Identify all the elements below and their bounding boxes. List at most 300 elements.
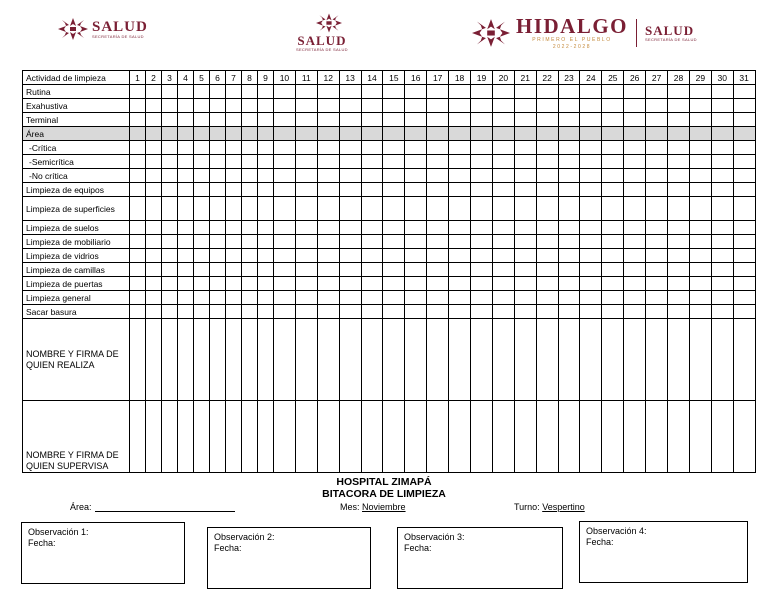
day-cell[interactable] xyxy=(194,197,210,221)
day-cell[interactable] xyxy=(536,127,558,141)
day-cell[interactable] xyxy=(242,113,258,127)
day-cell[interactable] xyxy=(624,291,646,305)
day-cell[interactable] xyxy=(427,305,449,319)
day-cell[interactable] xyxy=(274,169,296,183)
day-cell[interactable] xyxy=(646,235,668,249)
area-field[interactable] xyxy=(70,502,235,512)
day-cell[interactable] xyxy=(646,141,668,155)
day-cell[interactable] xyxy=(130,141,146,155)
day-cell[interactable] xyxy=(258,113,274,127)
day-cell[interactable] xyxy=(492,183,514,197)
day-cell[interactable] xyxy=(383,263,405,277)
day-cell[interactable] xyxy=(405,235,427,249)
day-cell[interactable] xyxy=(427,249,449,263)
day-cell[interactable] xyxy=(130,155,146,169)
day-cell[interactable] xyxy=(242,263,258,277)
day-cell[interactable] xyxy=(178,197,194,221)
day-cell[interactable] xyxy=(295,169,317,183)
day-cell[interactable] xyxy=(405,141,427,155)
day-cell[interactable] xyxy=(427,291,449,305)
day-cell[interactable] xyxy=(162,221,178,235)
day-cell[interactable] xyxy=(733,305,755,319)
observation-box-2[interactable] xyxy=(207,527,371,589)
day-cell[interactable] xyxy=(427,235,449,249)
day-cell[interactable] xyxy=(711,401,733,473)
day-cell[interactable] xyxy=(339,291,361,305)
day-cell[interactable] xyxy=(733,197,755,221)
day-cell[interactable] xyxy=(449,141,471,155)
day-cell[interactable] xyxy=(711,141,733,155)
day-cell[interactable] xyxy=(558,183,580,197)
day-cell[interactable] xyxy=(226,141,242,155)
day-cell[interactable] xyxy=(130,127,146,141)
day-cell[interactable] xyxy=(558,141,580,155)
day-cell[interactable] xyxy=(194,305,210,319)
day-cell[interactable] xyxy=(130,305,146,319)
day-cell[interactable] xyxy=(405,221,427,235)
day-cell[interactable] xyxy=(514,155,536,169)
day-cell[interactable] xyxy=(295,141,317,155)
day-cell[interactable] xyxy=(449,169,471,183)
day-cell[interactable] xyxy=(295,277,317,291)
day-cell[interactable] xyxy=(711,169,733,183)
observation-box-3[interactable] xyxy=(397,527,563,589)
day-cell[interactable] xyxy=(339,155,361,169)
day-cell[interactable] xyxy=(162,99,178,113)
day-cell[interactable] xyxy=(580,141,602,155)
day-cell[interactable] xyxy=(258,141,274,155)
day-cell[interactable] xyxy=(258,99,274,113)
day-cell[interactable] xyxy=(471,197,493,221)
day-cell[interactable] xyxy=(317,305,339,319)
day-cell[interactable] xyxy=(339,235,361,249)
day-cell[interactable] xyxy=(646,249,668,263)
day-cell[interactable] xyxy=(602,113,624,127)
day-cell[interactable] xyxy=(162,197,178,221)
day-cell[interactable] xyxy=(558,169,580,183)
day-cell[interactable] xyxy=(317,99,339,113)
day-cell[interactable] xyxy=(226,277,242,291)
day-cell[interactable] xyxy=(733,127,755,141)
day-cell[interactable] xyxy=(295,305,317,319)
day-cell[interactable] xyxy=(194,155,210,169)
day-cell[interactable] xyxy=(130,291,146,305)
day-cell[interactable] xyxy=(178,99,194,113)
day-cell[interactable] xyxy=(733,277,755,291)
day-cell[interactable] xyxy=(194,99,210,113)
day-cell[interactable] xyxy=(405,183,427,197)
day-cell[interactable] xyxy=(449,113,471,127)
day-cell[interactable] xyxy=(339,127,361,141)
day-cell[interactable] xyxy=(668,221,690,235)
day-cell[interactable] xyxy=(492,197,514,221)
day-cell[interactable] xyxy=(274,263,296,277)
day-cell[interactable] xyxy=(646,401,668,473)
day-cell[interactable] xyxy=(580,235,602,249)
day-cell[interactable] xyxy=(689,249,711,263)
day-cell[interactable] xyxy=(733,141,755,155)
day-cell[interactable] xyxy=(711,183,733,197)
day-cell[interactable] xyxy=(514,169,536,183)
day-cell[interactable] xyxy=(162,235,178,249)
day-cell[interactable] xyxy=(258,85,274,99)
day-cell[interactable] xyxy=(162,113,178,127)
day-cell[interactable] xyxy=(668,305,690,319)
day-cell[interactable] xyxy=(558,291,580,305)
day-cell[interactable] xyxy=(226,99,242,113)
day-cell[interactable] xyxy=(492,319,514,401)
day-cell[interactable] xyxy=(711,235,733,249)
day-cell[interactable] xyxy=(668,291,690,305)
day-cell[interactable] xyxy=(624,235,646,249)
day-cell[interactable] xyxy=(130,99,146,113)
day-cell[interactable] xyxy=(514,221,536,235)
day-cell[interactable] xyxy=(689,127,711,141)
day-cell[interactable] xyxy=(624,305,646,319)
day-cell[interactable] xyxy=(226,235,242,249)
day-cell[interactable] xyxy=(361,263,383,277)
day-cell[interactable] xyxy=(194,249,210,263)
day-cell[interactable] xyxy=(624,169,646,183)
day-cell[interactable] xyxy=(514,127,536,141)
day-cell[interactable] xyxy=(492,221,514,235)
day-cell[interactable] xyxy=(733,113,755,127)
day-cell[interactable] xyxy=(602,141,624,155)
day-cell[interactable] xyxy=(339,113,361,127)
day-cell[interactable] xyxy=(646,197,668,221)
day-cell[interactable] xyxy=(668,155,690,169)
day-cell[interactable] xyxy=(580,169,602,183)
day-cell[interactable] xyxy=(317,197,339,221)
day-cell[interactable] xyxy=(317,85,339,99)
day-cell[interactable] xyxy=(427,277,449,291)
day-cell[interactable] xyxy=(711,221,733,235)
day-cell[interactable] xyxy=(178,249,194,263)
day-cell[interactable] xyxy=(146,169,162,183)
day-cell[interactable] xyxy=(295,235,317,249)
day-cell[interactable] xyxy=(274,249,296,263)
day-cell[interactable] xyxy=(405,197,427,221)
day-cell[interactable] xyxy=(646,291,668,305)
day-cell[interactable] xyxy=(471,291,493,305)
day-cell[interactable] xyxy=(602,99,624,113)
day-cell[interactable] xyxy=(361,221,383,235)
day-cell[interactable] xyxy=(514,291,536,305)
day-cell[interactable] xyxy=(361,85,383,99)
day-cell[interactable] xyxy=(711,319,733,401)
day-cell[interactable] xyxy=(733,85,755,99)
day-cell[interactable] xyxy=(194,277,210,291)
day-cell[interactable] xyxy=(471,141,493,155)
day-cell[interactable] xyxy=(646,113,668,127)
day-cell[interactable] xyxy=(580,99,602,113)
day-cell[interactable] xyxy=(668,319,690,401)
day-cell[interactable] xyxy=(383,141,405,155)
day-cell[interactable] xyxy=(624,113,646,127)
day-cell[interactable] xyxy=(146,183,162,197)
day-cell[interactable] xyxy=(130,319,146,401)
day-cell[interactable] xyxy=(449,221,471,235)
day-cell[interactable] xyxy=(558,263,580,277)
day-cell[interactable] xyxy=(711,99,733,113)
day-cell[interactable] xyxy=(624,141,646,155)
day-cell[interactable] xyxy=(130,277,146,291)
day-cell[interactable] xyxy=(471,235,493,249)
day-cell[interactable] xyxy=(178,127,194,141)
day-cell[interactable] xyxy=(361,141,383,155)
day-cell[interactable] xyxy=(194,221,210,235)
day-cell[interactable] xyxy=(339,249,361,263)
day-cell[interactable] xyxy=(383,99,405,113)
day-cell[interactable] xyxy=(405,127,427,141)
day-cell[interactable] xyxy=(162,183,178,197)
day-cell[interactable] xyxy=(146,235,162,249)
day-cell[interactable] xyxy=(689,319,711,401)
day-cell[interactable] xyxy=(383,183,405,197)
day-cell[interactable] xyxy=(242,183,258,197)
day-cell[interactable] xyxy=(536,99,558,113)
day-cell[interactable] xyxy=(711,291,733,305)
day-cell[interactable] xyxy=(668,85,690,99)
day-cell[interactable] xyxy=(580,127,602,141)
day-cell[interactable] xyxy=(130,249,146,263)
day-cell[interactable] xyxy=(317,319,339,401)
day-cell[interactable] xyxy=(492,169,514,183)
day-cell[interactable] xyxy=(449,99,471,113)
day-cell[interactable] xyxy=(492,235,514,249)
day-cell[interactable] xyxy=(646,277,668,291)
day-cell[interactable] xyxy=(146,221,162,235)
day-cell[interactable] xyxy=(130,235,146,249)
day-cell[interactable] xyxy=(449,127,471,141)
day-cell[interactable] xyxy=(274,183,296,197)
day-cell[interactable] xyxy=(580,291,602,305)
day-cell[interactable] xyxy=(558,221,580,235)
day-cell[interactable] xyxy=(242,197,258,221)
day-cell[interactable] xyxy=(492,305,514,319)
day-cell[interactable] xyxy=(274,85,296,99)
day-cell[interactable] xyxy=(274,99,296,113)
day-cell[interactable] xyxy=(295,99,317,113)
day-cell[interactable] xyxy=(668,249,690,263)
day-cell[interactable] xyxy=(162,85,178,99)
day-cell[interactable] xyxy=(226,155,242,169)
day-cell[interactable] xyxy=(274,401,296,473)
day-cell[interactable] xyxy=(210,277,226,291)
day-cell[interactable] xyxy=(624,319,646,401)
day-cell[interactable] xyxy=(242,319,258,401)
day-cell[interactable] xyxy=(210,127,226,141)
day-cell[interactable] xyxy=(514,319,536,401)
day-cell[interactable] xyxy=(449,401,471,473)
day-cell[interactable] xyxy=(146,305,162,319)
day-cell[interactable] xyxy=(514,85,536,99)
day-cell[interactable] xyxy=(258,169,274,183)
day-cell[interactable] xyxy=(226,319,242,401)
day-cell[interactable] xyxy=(602,155,624,169)
day-cell[interactable] xyxy=(668,169,690,183)
day-cell[interactable] xyxy=(361,319,383,401)
day-cell[interactable] xyxy=(427,127,449,141)
day-cell[interactable] xyxy=(514,305,536,319)
day-cell[interactable] xyxy=(471,169,493,183)
day-cell[interactable] xyxy=(646,85,668,99)
day-cell[interactable] xyxy=(194,291,210,305)
day-cell[interactable] xyxy=(258,127,274,141)
day-cell[interactable] xyxy=(361,99,383,113)
day-cell[interactable] xyxy=(210,319,226,401)
day-cell[interactable] xyxy=(242,401,258,473)
day-cell[interactable] xyxy=(689,183,711,197)
day-cell[interactable] xyxy=(194,127,210,141)
day-cell[interactable] xyxy=(449,263,471,277)
day-cell[interactable] xyxy=(274,127,296,141)
day-cell[interactable] xyxy=(471,249,493,263)
day-cell[interactable] xyxy=(558,113,580,127)
day-cell[interactable] xyxy=(383,113,405,127)
day-cell[interactable] xyxy=(242,99,258,113)
day-cell[interactable] xyxy=(689,291,711,305)
day-cell[interactable] xyxy=(226,127,242,141)
day-cell[interactable] xyxy=(361,249,383,263)
day-cell[interactable] xyxy=(274,319,296,401)
day-cell[interactable] xyxy=(226,263,242,277)
day-cell[interactable] xyxy=(405,169,427,183)
day-cell[interactable] xyxy=(317,235,339,249)
day-cell[interactable] xyxy=(405,99,427,113)
day-cell[interactable] xyxy=(178,221,194,235)
day-cell[interactable] xyxy=(178,169,194,183)
day-cell[interactable] xyxy=(646,305,668,319)
day-cell[interactable] xyxy=(162,249,178,263)
day-cell[interactable] xyxy=(624,155,646,169)
day-cell[interactable] xyxy=(146,85,162,99)
day-cell[interactable] xyxy=(339,183,361,197)
day-cell[interactable] xyxy=(146,113,162,127)
day-cell[interactable] xyxy=(226,113,242,127)
day-cell[interactable] xyxy=(668,141,690,155)
day-cell[interactable] xyxy=(361,127,383,141)
day-cell[interactable] xyxy=(602,169,624,183)
day-cell[interactable] xyxy=(339,305,361,319)
day-cell[interactable] xyxy=(602,277,624,291)
observation-box-1[interactable] xyxy=(21,522,185,584)
day-cell[interactable] xyxy=(210,249,226,263)
day-cell[interactable] xyxy=(536,401,558,473)
day-cell[interactable] xyxy=(242,155,258,169)
day-cell[interactable] xyxy=(226,169,242,183)
day-cell[interactable] xyxy=(226,249,242,263)
day-cell[interactable] xyxy=(471,401,493,473)
day-cell[interactable] xyxy=(449,305,471,319)
day-cell[interactable] xyxy=(242,305,258,319)
day-cell[interactable] xyxy=(226,305,242,319)
day-cell[interactable] xyxy=(258,197,274,221)
day-cell[interactable] xyxy=(317,277,339,291)
day-cell[interactable] xyxy=(471,305,493,319)
day-cell[interactable] xyxy=(733,99,755,113)
day-cell[interactable] xyxy=(733,235,755,249)
day-cell[interactable] xyxy=(449,277,471,291)
day-cell[interactable] xyxy=(733,221,755,235)
day-cell[interactable] xyxy=(210,401,226,473)
day-cell[interactable] xyxy=(536,141,558,155)
day-cell[interactable] xyxy=(449,183,471,197)
day-cell[interactable] xyxy=(130,221,146,235)
day-cell[interactable] xyxy=(733,249,755,263)
day-cell[interactable] xyxy=(711,127,733,141)
day-cell[interactable] xyxy=(162,263,178,277)
day-cell[interactable] xyxy=(646,155,668,169)
day-cell[interactable] xyxy=(274,291,296,305)
day-cell[interactable] xyxy=(689,263,711,277)
day-cell[interactable] xyxy=(689,401,711,473)
day-cell[interactable] xyxy=(536,169,558,183)
day-cell[interactable] xyxy=(295,221,317,235)
day-cell[interactable] xyxy=(427,197,449,221)
day-cell[interactable] xyxy=(646,99,668,113)
day-cell[interactable] xyxy=(258,305,274,319)
day-cell[interactable] xyxy=(162,305,178,319)
day-cell[interactable] xyxy=(689,99,711,113)
day-cell[interactable] xyxy=(258,249,274,263)
day-cell[interactable] xyxy=(317,291,339,305)
day-cell[interactable] xyxy=(146,401,162,473)
day-cell[interactable] xyxy=(405,401,427,473)
day-cell[interactable] xyxy=(361,305,383,319)
area-blank-line[interactable] xyxy=(95,502,235,512)
day-cell[interactable] xyxy=(733,401,755,473)
day-cell[interactable] xyxy=(689,85,711,99)
day-cell[interactable] xyxy=(602,85,624,99)
day-cell[interactable] xyxy=(226,221,242,235)
day-cell[interactable] xyxy=(146,291,162,305)
day-cell[interactable] xyxy=(711,249,733,263)
day-cell[interactable] xyxy=(405,155,427,169)
day-cell[interactable] xyxy=(602,249,624,263)
day-cell[interactable] xyxy=(194,401,210,473)
day-cell[interactable] xyxy=(602,401,624,473)
day-cell[interactable] xyxy=(210,113,226,127)
day-cell[interactable] xyxy=(317,169,339,183)
day-cell[interactable] xyxy=(295,291,317,305)
day-cell[interactable] xyxy=(427,401,449,473)
day-cell[interactable] xyxy=(471,221,493,235)
day-cell[interactable] xyxy=(383,169,405,183)
day-cell[interactable] xyxy=(226,85,242,99)
day-cell[interactable] xyxy=(258,291,274,305)
day-cell[interactable] xyxy=(130,183,146,197)
day-cell[interactable] xyxy=(689,197,711,221)
day-cell[interactable] xyxy=(711,197,733,221)
day-cell[interactable] xyxy=(646,221,668,235)
day-cell[interactable] xyxy=(405,319,427,401)
day-cell[interactable] xyxy=(449,155,471,169)
day-cell[interactable] xyxy=(427,221,449,235)
day-cell[interactable] xyxy=(162,169,178,183)
day-cell[interactable] xyxy=(274,197,296,221)
day-cell[interactable] xyxy=(646,169,668,183)
day-cell[interactable] xyxy=(471,155,493,169)
day-cell[interactable] xyxy=(162,155,178,169)
day-cell[interactable] xyxy=(194,141,210,155)
day-cell[interactable] xyxy=(210,169,226,183)
day-cell[interactable] xyxy=(427,141,449,155)
day-cell[interactable] xyxy=(580,113,602,127)
day-cell[interactable] xyxy=(339,197,361,221)
day-cell[interactable] xyxy=(383,305,405,319)
day-cell[interactable] xyxy=(361,197,383,221)
